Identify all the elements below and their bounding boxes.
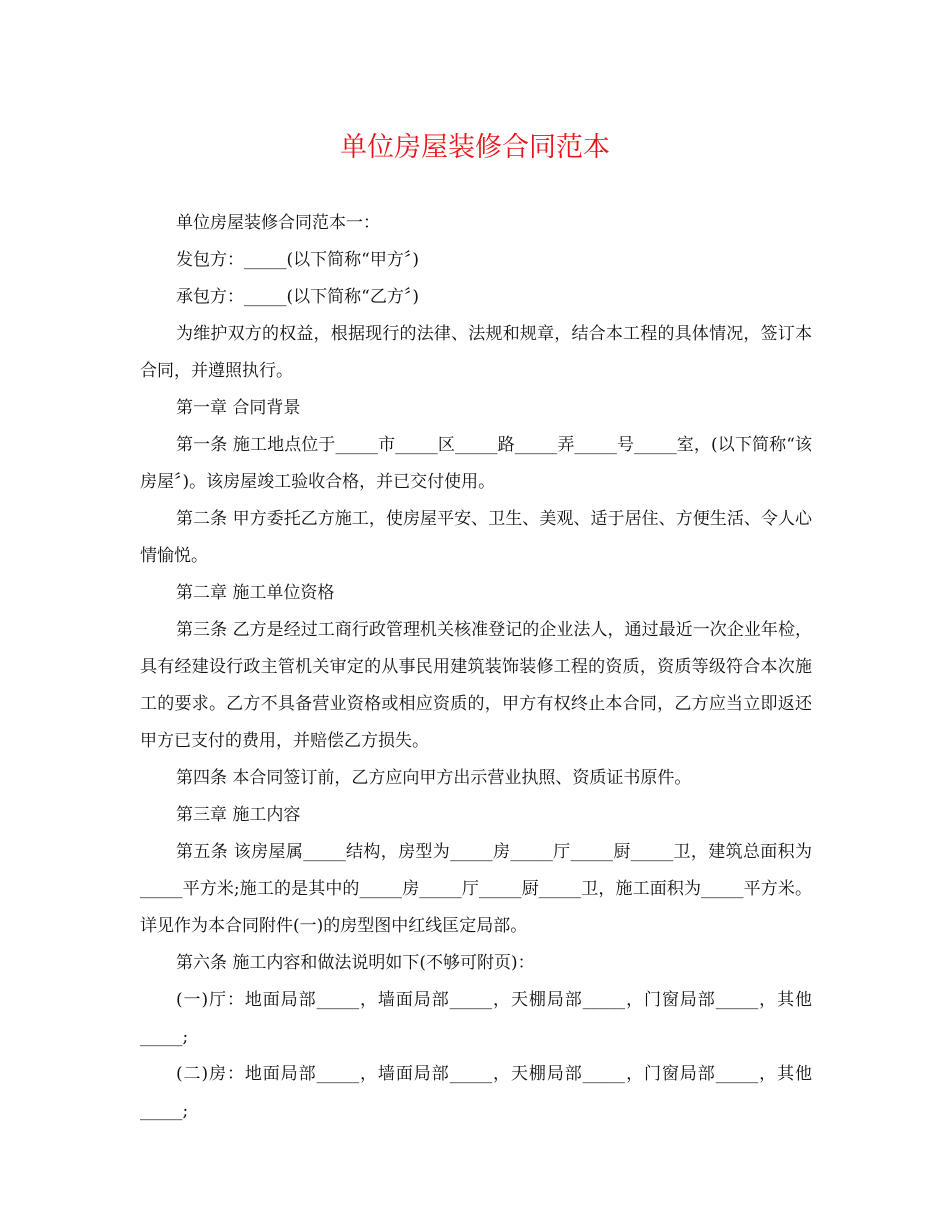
article-6: 第六条 施工内容和做法说明如下(不够可附页)： — [176, 953, 535, 973]
article-6-item-room: (二)房：地面局部_____，墙面局部_____，天棚局部_____，门窗局部_____，其他_____; — [140, 1064, 812, 1121]
article-4: 第四条 本合同签订前，乙方应向甲方出示营业执照、资质证书原件。 — [176, 768, 692, 788]
article-6-item-hall: (一)厅：地面局部_____，墙面局部_____，天棚局部_____，门窗局部_____，其他_____; — [140, 990, 812, 1047]
paragraph-preamble: 为维护双方的权益，根据现行的法律、法规和规章，结合本工程的具体情况，签订本合同，并遵照执行。 — [140, 324, 812, 381]
paragraph-party-b: 承包方：_____(以下简称“乙方〞) — [176, 287, 419, 307]
document-body — [140, 205, 812, 1130]
paragraph-intro: 单位房屋装修合同范本一： — [176, 213, 380, 233]
chapter-heading-2: 第二章 施工单位资格 — [176, 583, 335, 603]
chapter-heading-3: 第三章 施工内容 — [176, 805, 301, 825]
article-1: 第一条 施工地点位于_____市_____区_____路_____弄_____号_____室，(以下简称“该房屋〞)。该房屋竣工验收合格，并已交付使用。 — [140, 435, 812, 492]
paragraph-party-a: 发包方：_____(以下简称“甲方〞) — [176, 250, 419, 270]
document-title: 单位房屋装修合同范本 — [340, 132, 610, 163]
chapter-heading-1: 第一章 合同背景 — [176, 398, 301, 418]
article-5: 第五条 该房屋属_____结构，房型为_____房_____厅_____厨_____卫，建筑总面积为_____平方米;施工的是其中的_____房_____厅_____厨_____卫，施工面积为_____平方米。详见作为本合同附件(一)的房型图中红线匡定局部。 — [140, 842, 812, 936]
article-2: 第二条 甲方委托乙方施工，使房屋平安、卫生、美观、适于居住、方便生活、令人心情愉悦。 — [140, 509, 812, 566]
article-3: 第三条 乙方是经过工商行政管理机关核准登记的企业法人，通过最近一次企业年检，具有经建设行政主管机关审定的从事民用建筑装饰装修工程的资质，资质等级符合本次施工的要求。乙方不具备营业资格或相应资质的，甲方有权终止本合同，乙方应当立即返还甲方已支付的费用，并赔偿乙方损失。 — [140, 620, 812, 751]
